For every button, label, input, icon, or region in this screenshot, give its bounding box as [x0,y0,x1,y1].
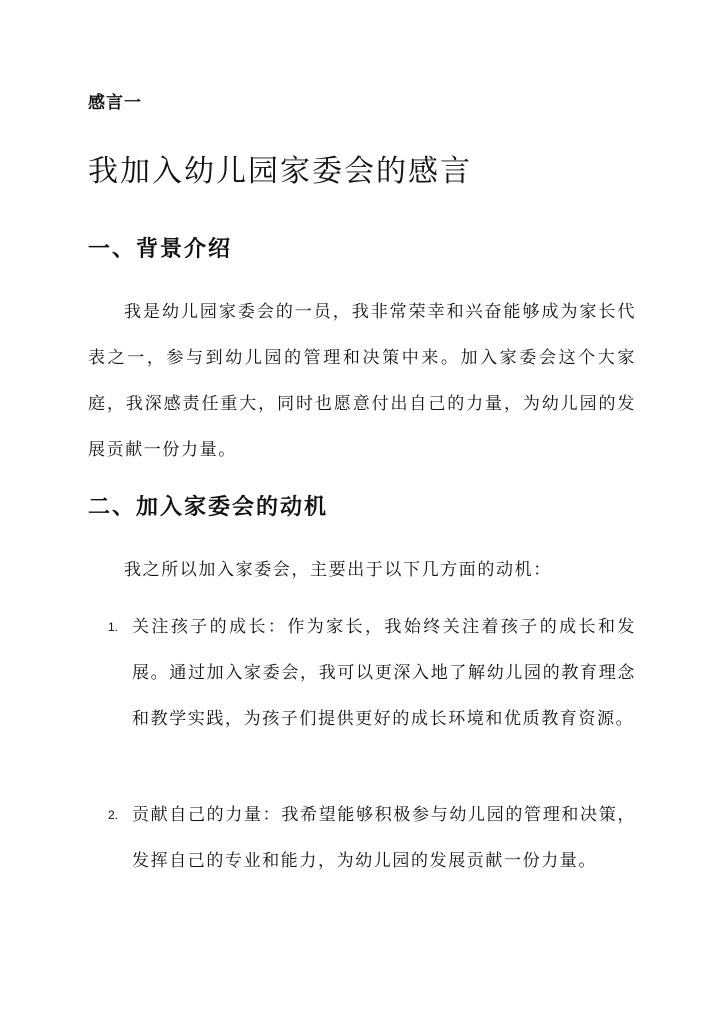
list-item-text: 关注孩子的成长：作为家长，我始终关注着孩子的成长和发展。通过加入家委会，我可以更深入地了解幼儿园的教育理念和教学实践，为孩子们提供更好的成长环境和优质教育资源。 [132,617,636,729]
document-title: 我加入幼儿园家委会的感言 [88,154,472,189]
list-item-number: 1. [108,620,119,634]
section-heading-motivation: 二、加入家委会的动机 [88,494,329,520]
list-item-number: 2. [108,808,119,822]
list-item-text: 贡献自己的力量：我希望能够积极参与幼儿园的管理和决策，发挥自己的专业和能力，为幼儿园的发展贡献一份力量。 [132,805,636,871]
section-paragraph-background: 我是幼儿园家委会的一员，我非常荣幸和兴奋能够成为家长代表之一，参与到幼儿园的管理和决策中来。加入家委会这个大家庭，我深感责任重大，同时也愿意付出自己的力量，为幼儿园的发展贡献一份力量。 [88,302,636,460]
document-label: 感言一 [88,93,142,113]
section-paragraph-motivation: 我之所以加入家委会，主要出于以下几方面的动机： [124,560,552,580]
section-heading-background: 一、背景介绍 [88,236,233,262]
